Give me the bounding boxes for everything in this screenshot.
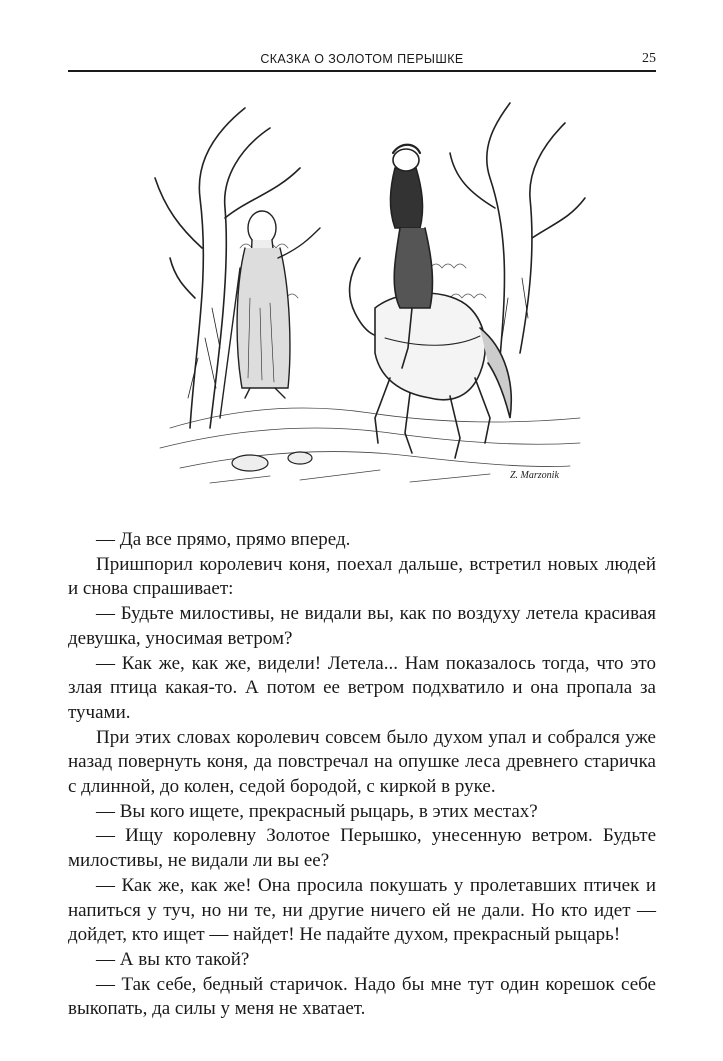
old-man-figure [220, 211, 320, 418]
paragraph-5: При этих словах королевич совсем было духом упал и собрался уже назад повернуть коня, да повстречал на опушке леса древнего старичка с длинной, до колен, седой бородой, с киркой в руке. [68, 726, 656, 798]
paragraph-9: — А вы кто такой? [96, 948, 250, 970]
paragraph-3: — Будьте милостивы, не видали вы, как по воздуху летела красивая девушка, уносимая ветром? [68, 603, 656, 649]
stones [232, 452, 312, 471]
running-head [68, 50, 656, 70]
paragraph-2: Пришпорил королевич коня, поехал дальше, встретил новых людей и снова спрашивает: [68, 553, 656, 600]
paragraph-6: — Вы кого ищете, прекрасный рыцарь, в этих местах? [96, 800, 538, 822]
paragraph-10: — Так себе, бедный старичок. Надо бы мне тут один корешок себе выкопать, да силы у меня не хватает. [68, 973, 656, 1020]
paragraph-4: — Как же, как же, видели! Летела... Нам показалось тогда, что это злая птица какая-то. А потом ее ветром подхватило и она пропала за тучами. [68, 652, 656, 723]
artist-signature: Z. Marzonik [510, 470, 559, 481]
paragraph-7: — Ищу королевну Золотое Перышко, унесенную ветром. Будьте милостивы, не видали ли вы ее? [68, 825, 656, 872]
engraving-drawing [150, 98, 590, 498]
paragraph-1: — Да все прямо, прямо вперед. [96, 529, 351, 550]
paragraph-8: — Как же, как же! Она просила покушать у пролетавших птичек и напиться у туч, но ни те, ни другие ничего ей не дали. Но кто идет — дойдет, кто ищет — найдет! Не падайте духом, прекрасный рыцарь! [68, 874, 656, 946]
page-number: 25 [642, 51, 656, 66]
story-text [68, 528, 656, 1022]
running-title: СКАЗКА О ЗОЛОТОМ ПЕРЫШКЕ [260, 52, 464, 66]
header-rule [68, 70, 656, 72]
horse-and-rider [350, 145, 512, 458]
engraving-illustration [150, 98, 590, 498]
